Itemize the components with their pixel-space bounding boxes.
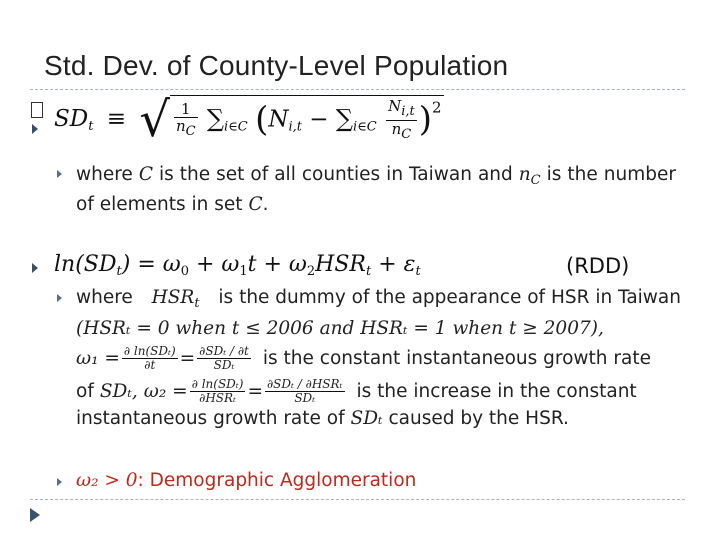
bullet-agglomeration: ω₂ > 0: Demographic Agglomeration	[76, 470, 417, 491]
bullet-arrow-icon	[32, 124, 38, 134]
slide-nav-arrow-icon[interactable]	[30, 508, 40, 522]
title-divider-top	[30, 89, 685, 90]
slide-title: Std. Dev. of County-Level Population	[44, 50, 509, 81]
sub-bullet-arrow-icon	[57, 294, 62, 302]
equation-sd-definition: $SD_t$ ≡ √ $\frac{1}{nC}$ $\sum_{i\in C}$ ($N_{i,t} - \sum_{i\in C}$ $\frac{Ni,t}{nC}$ )$^2$	[54, 92, 442, 148]
equation-tag-rdd: (RDD)	[566, 254, 630, 278]
bullet-arrow-icon	[32, 263, 38, 273]
sqrt-sign: √	[139, 92, 170, 148]
sqrt-body: $\frac{1}{nC}$ $\sum_{i\in C}$ ($N_{i,t} - \sum_{i\in C}$ $\frac{Ni,t}{nC}$ )$^2$	[170, 95, 444, 143]
footer-divider	[30, 499, 685, 500]
equation-rdd-model: $\ln(SD_t) = \omega_0 + \omega_1t + \omega_2HSR_t + \varepsilon_t$	[54, 252, 421, 279]
missing-glyph-icon	[31, 102, 43, 118]
sub-bullet-arrow-icon	[57, 478, 62, 486]
bullet-hsr-description: where $HSR_t$ is the dummy of the appearance of HSR in Taiwan (HSRₜ = 0 when t ≤ 2006 and HSRₜ = 1 when t ≥ 2007), ω₁ = $\frac{\text{∂ ln(SDₜ)}}{\partial t}$ = $\frac{\text{∂SDₜ / ∂t}}{\text{SDₜ}}$ is the constant instantaneous growth rate of SDₜ, ω₂ = $\frac{\text{∂ ln(SDₜ)}}{\text{∂HSRₜ}}$ = $\frac{\text{∂SDₜ / ∂HSRₜ}}{\text{SDₜ}}$ is the increase in the constant instantaneous growth rate of SDₜ caused by the HSR.	[76, 287, 681, 429]
sub-bullet-arrow-icon	[57, 170, 62, 178]
bullet-set-definition: where C is the set of all counties in Taiwan and $n_C$ is the number of elements in set C.	[76, 164, 676, 215]
